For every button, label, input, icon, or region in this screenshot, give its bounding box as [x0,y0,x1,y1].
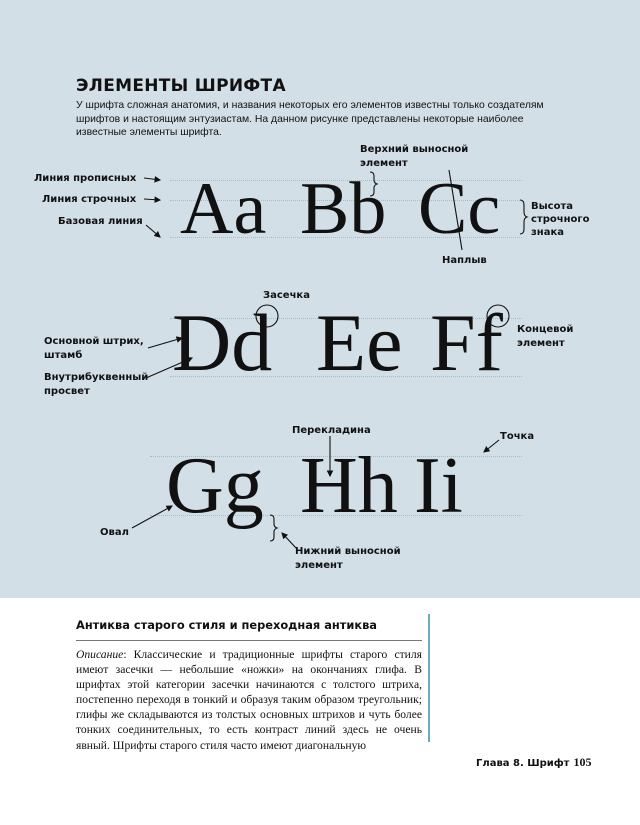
circle-terminal [487,305,509,327]
glyph-hh: Hh [300,442,398,530]
arrow-counter [146,358,192,378]
glyph-ii: Ii [414,442,463,530]
intro-paragraph: У шрифта сложная анатомия, и названия некоторых его элементов известны только создателям шрифтов и настоящим энтузиастам. На данном рисунке представлены некоторые наиболее известные элементы шрифта. [76,100,544,138]
arrow-descender [282,533,296,548]
label-x-height-2: строчного [531,214,590,225]
glyph-cc: Cc [418,168,501,250]
article-lead: Описание [76,648,124,661]
label-ascender-2: элемент [360,158,408,169]
brace-descender [270,515,277,541]
label-counter-1: Внутрибуквенный [44,372,149,383]
glyph-aa: Aa [180,168,267,250]
label-crossbar: Перекладина [292,425,371,436]
article-column [76,618,422,753]
label-descender-2: элемент [295,560,343,571]
arrow-x-line [144,199,160,200]
label-counter-2: просвет [44,386,90,397]
glyph-gg: Gg [166,442,264,530]
label-serif: Засечка [263,290,310,301]
arrow-dot [484,440,499,452]
label-x-height-3: знака [531,227,565,238]
page-footer [476,755,591,770]
glyph-ee: Ee [316,297,403,388]
column-accent-rule [428,614,430,742]
section-heading: ЭЛЕМЕНТЫ ШРИФТА [76,76,286,96]
label-descender-1: Нижний выносной [295,546,401,557]
arrow-stem [148,338,182,348]
stress-axis-line [449,170,462,250]
brace-x-height [520,200,527,234]
circle-serif [256,305,278,327]
article-text: : Классические и традиционные шрифты старого стиля имеют засечки — небольшие «ножки» на окончаниях глифа. В шрифтах этой категории засечки начинаются с толстого штриха, постепенно переходя в тонкий и образуя таким образом треугольник; глифы же складываются из толстых основных штрихов и чуть более тонких соединительных, то есть контраст линий здесь не очень явный. Шрифты старого стиля часто имеют диагональную [76,648,422,752]
article-subtitle: Антиква старого стиля и переходная антиква [76,618,377,632]
label-terminal-2: элемент [517,338,565,349]
label-baseline: Базовая линия [58,216,143,227]
subtitle-divider [76,640,422,641]
glyph-dd: Dd [172,297,273,388]
label-x-height-1: Высота [531,201,574,212]
label-dot: Точка [500,431,535,442]
label-cap-line: Линия прописных [34,173,137,184]
label-stem-2: штамб [44,350,83,361]
label-stem-1: Основной штрих, [44,336,144,347]
glyph-ff: Ff [430,297,503,388]
arrow-cap-line [144,178,160,180]
brace-ascender [370,172,377,196]
article-body [76,647,422,753]
arrow-bowl [132,506,172,528]
label-stress: Наплыв [442,255,487,266]
label-terminal-1: Концевой [517,324,574,335]
label-ascender-1: Верхний выносной [360,144,469,155]
label-bowl: Овал [100,527,129,538]
page-number: 105 [573,755,592,769]
chapter-label: Глава 8. Шрифт [476,758,570,769]
arrow-baseline [146,225,160,237]
label-x-line: Линия строчных [42,194,137,205]
glyph-bb: Bb [300,168,387,250]
